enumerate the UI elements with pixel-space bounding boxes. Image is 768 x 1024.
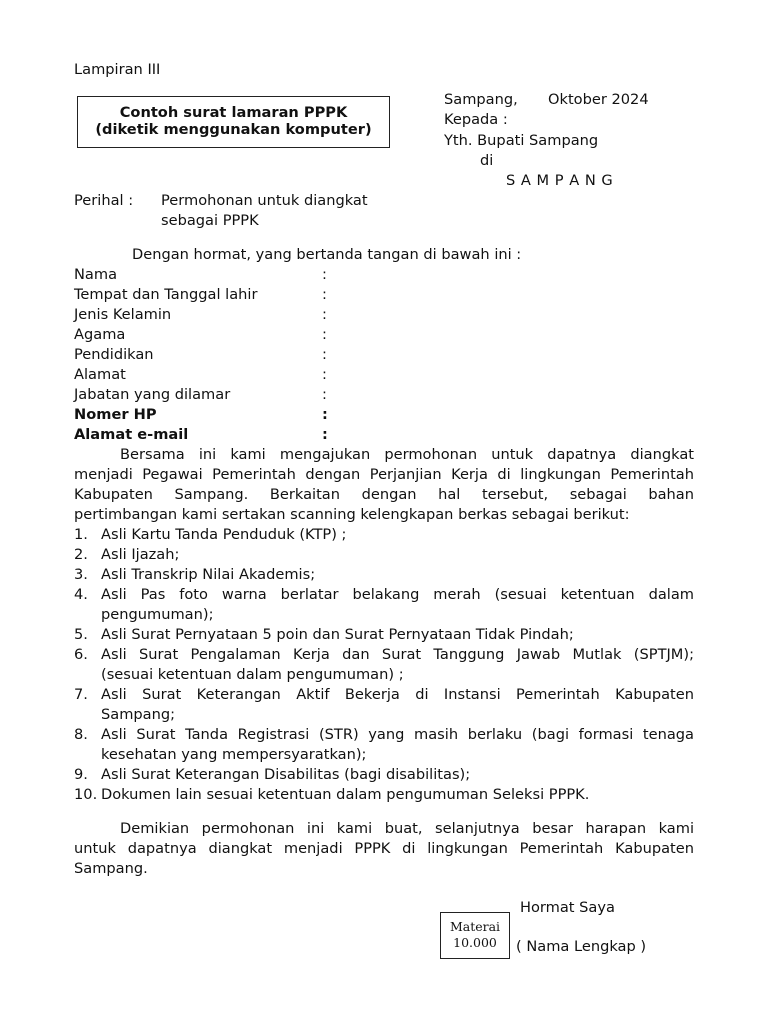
place: Sampang, bbox=[444, 91, 518, 108]
list-text: Asli Ijazah; bbox=[101, 546, 180, 563]
sample-box-line1: Contoh surat lamaran PPPK bbox=[119, 104, 348, 121]
body-paragraph bbox=[74, 445, 694, 525]
list-item bbox=[74, 765, 694, 785]
list-item bbox=[74, 585, 694, 625]
closing-paragraph bbox=[74, 819, 694, 879]
list-text: Asli Kartu Tanda Penduduk (KTP) ; bbox=[101, 526, 347, 543]
list-item bbox=[74, 625, 694, 645]
recipient: Yth. Bupati Sampang bbox=[444, 132, 599, 149]
letter-date: Oktober 2024 bbox=[548, 91, 649, 108]
list-number: 8. bbox=[74, 726, 88, 743]
attachment-label: Lampiran III bbox=[74, 61, 161, 78]
closing-line: untuk dapatnya diangkat menjadi PPPK di lingkungan Pemerintah Kabupaten bbox=[74, 840, 694, 857]
field-colon: : bbox=[322, 426, 328, 443]
list-item bbox=[74, 645, 694, 685]
field-label: Alamat bbox=[74, 366, 126, 383]
list-number: 1. bbox=[74, 526, 88, 543]
list-item bbox=[74, 565, 694, 585]
list-text: pengumuman); bbox=[101, 606, 214, 623]
full-name-placeholder: ( Nama Lengkap ) bbox=[516, 938, 647, 955]
subject-line2: sebagai PPPK bbox=[161, 212, 259, 229]
field-colon: : bbox=[322, 346, 327, 363]
stamp-duty-box bbox=[440, 912, 510, 959]
list-number: 9. bbox=[74, 766, 88, 783]
documents-list bbox=[74, 525, 694, 805]
recipient-city: S A M P A N G bbox=[506, 172, 614, 189]
field-label: Tempat dan Tanggal lahir bbox=[74, 286, 258, 303]
list-number: 7. bbox=[74, 686, 88, 703]
closing-line: Demikian permohonan ini kami buat, selanjutnya besar harapan kami bbox=[120, 820, 694, 837]
list-text: Asli Pas foto warna berlatar belakang merah (sesuai ketentuan dalam bbox=[101, 586, 694, 603]
list-number: 4. bbox=[74, 586, 88, 603]
subject-line1: Permohonan untuk diangkat bbox=[161, 192, 368, 209]
list-text: Sampang; bbox=[101, 706, 176, 723]
field-colon: : bbox=[322, 286, 327, 303]
field-label: Jenis Kelamin bbox=[74, 306, 172, 323]
list-number: 10. bbox=[74, 786, 98, 803]
list-text: (sesuai ketentuan dalam pengumuman) ; bbox=[101, 666, 404, 683]
field-colon: : bbox=[322, 326, 327, 343]
list-text: Asli Surat Keterangan Disabilitas (bagi disabilitas); bbox=[101, 766, 471, 783]
field-label: Nama bbox=[74, 266, 118, 283]
list-text: Asli Transkrip Nilai Akademis; bbox=[101, 566, 316, 583]
stamp-line2: 10.000 bbox=[453, 935, 497, 950]
list-text: Dokumen lain sesuai ketentuan dalam pengumuman Seleksi PPPK. bbox=[101, 786, 590, 803]
field-label: Agama bbox=[74, 326, 126, 343]
body-line: menjadi Pegawai Pemerintah dengan Perjanjian Kerja di lingkungan Pemerintah bbox=[74, 466, 694, 483]
list-text: Asli Surat Pengalaman Kerja dan Surat Tanggung Jawab Mutlak (SPTJM); bbox=[101, 646, 694, 663]
list-text: Asli Surat Keterangan Aktif Bekerja di Instansi Pemerintah Kabupaten bbox=[101, 686, 694, 703]
list-number: 6. bbox=[74, 646, 88, 663]
field-colon: : bbox=[322, 266, 327, 283]
stamp-line1: Materai bbox=[449, 919, 501, 934]
field-colon: : bbox=[322, 306, 327, 323]
list-text: Asli Surat Pernyataan 5 poin dan Surat Pernyataan Tidak Pindah; bbox=[101, 626, 574, 643]
sample-box-line2: (diketik menggunakan komputer) bbox=[95, 121, 372, 138]
regards: Hormat Saya bbox=[520, 899, 615, 916]
list-text: Asli Surat Tanda Registrasi (STR) yang masih berlaku (bagi formasi tenaga bbox=[101, 726, 694, 743]
body-line: Bersama ini kami mengajukan permohonan untuk dapatnya diangkat bbox=[120, 446, 694, 463]
field-colon: : bbox=[322, 386, 327, 403]
list-number: 3. bbox=[74, 566, 88, 583]
subject-label: Perihal : bbox=[74, 192, 134, 209]
list-item bbox=[74, 525, 694, 545]
greeting: Dengan hormat, yang bertanda tangan di bawah ini : bbox=[132, 246, 522, 263]
field-colon: : bbox=[322, 366, 327, 383]
field-label: Alamat e-mail bbox=[74, 426, 189, 443]
closing-line: Sampang. bbox=[74, 860, 148, 877]
field-label: Nomer HP bbox=[74, 406, 157, 423]
sample-letter-box bbox=[77, 96, 390, 148]
list-number: 5. bbox=[74, 626, 88, 643]
field-label: Jabatan yang dilamar bbox=[74, 386, 231, 403]
list-number: 2. bbox=[74, 546, 88, 563]
list-item bbox=[74, 725, 694, 765]
field-label: Pendidikan bbox=[74, 346, 154, 363]
field-colon: : bbox=[322, 406, 328, 423]
body-line: Kabupaten Sampang. Berkaitan dengan hal tersebut, sebagai bahan bbox=[74, 486, 694, 503]
body-line: pertimbangan kami sertakan scanning kelengkapan berkas sebagai berikut: bbox=[74, 506, 630, 523]
list-item bbox=[74, 685, 694, 725]
list-item bbox=[74, 785, 694, 805]
recipient-at: di bbox=[480, 152, 494, 169]
list-text: kesehatan yang mempersyaratkan); bbox=[101, 746, 367, 763]
list-item bbox=[74, 545, 694, 565]
to-label: Kepada : bbox=[444, 111, 508, 128]
